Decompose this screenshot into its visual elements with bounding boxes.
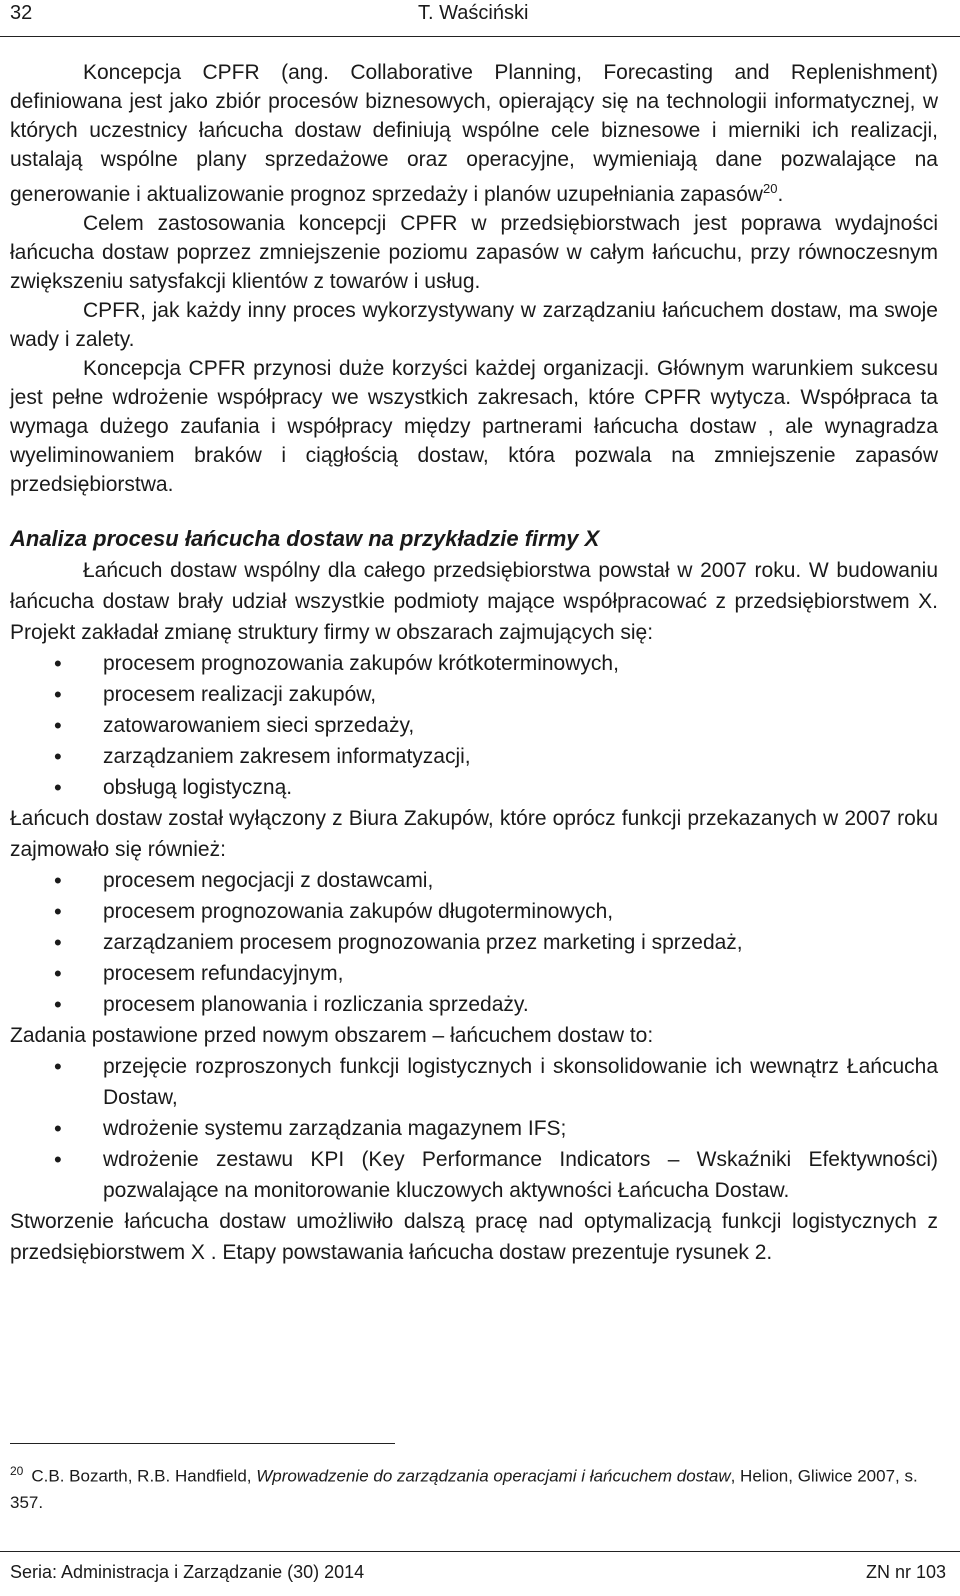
journal-series: Seria: Administracja i Zarządzanie (30) 2014 (10, 1562, 365, 1582)
footnote (10, 1458, 930, 1516)
page-number: 32 (10, 2, 33, 24)
section-heading: Analiza procesu łańcucha dostaw na przykładzie firmy X (10, 526, 600, 551)
bullet-list-areas (10, 648, 938, 803)
footnote-authors: C.B. Bozarth, R.B. Handfield, (31, 1466, 257, 1486)
list-item: • procesem realizacji zakupów, (10, 679, 938, 710)
intro-block (10, 58, 938, 499)
list-item: • procesem negocjacji z dostawcami, (10, 865, 938, 896)
footnote-title: Wprowadzenie do zarządzania operacjami i łańcuchem dostaw (256, 1466, 731, 1486)
paragraph-cpfr-definition: Koncepcja CPFR (ang. Collaborative Planning, Forecasting and Replenishment) definiowana jest jako zbiór procesów biznesowych, opierający się na technologii informatycznej, w których uczestnicy łańcucha dostaw definiują wspólne cele biznesowe i mierniki ich realizacji, ustalają wspólne plany sprzedażowe oraz operacyjne, wymieniają dane pozwalające na generowanie i aktualizowanie prognoz sprzedaży i planów uzupełniania zapasów$^{20}$. (10, 61, 938, 206)
list-item: • wdrożenie systemu zarządzania magazynem IFS; (10, 1113, 938, 1144)
list-item: • zarządzaniem zakresem informatyzacji, (10, 741, 938, 772)
main-content (10, 58, 938, 1268)
list-item: • procesem planowania i rozliczania sprzedaży. (10, 989, 938, 1020)
list-item: • procesem prognozowania zakupów długoterminowych, (10, 896, 938, 927)
list-item: • przejęcie rozproszonych funkcji logistycznych i skonsolidowanie ich wewnątrz Łańcucha Dostaw, (10, 1051, 938, 1113)
footnote-number: 20 (10, 1464, 24, 1478)
paragraph-cpfr-benefits: Koncepcja CPFR przynosi duże korzyści każdej organizacji. Głównym warunkiem sukcesu jest pełne wdrożenie współpracy we wszystkich zakresach, które CPFR wytycza. Współpraca ta wymaga dużego zaufania i współpracy między partnerami łańcucha dostaw , ale wynagradza wyeliminowaniem braków i ciągłością dostaw, która pozwala na zmniejszenie zapasów przedsiębiorstwa. (10, 357, 938, 496)
paragraph-cpfr-pros-cons: CPFR, jak każdy inny proces wykorzystywany w zarządzaniu łańcuchem dostaw, ma swoje wady i zalety. (10, 299, 938, 351)
footnote-separator (10, 1443, 395, 1444)
page-header (0, 0, 960, 37)
paragraph-conclusion: Stworzenie łańcucha dostaw umożliwiło dalszą pracę nad optymalizacją funkcji logistycznych z przedsiębiorstwem X . Etapy powstawania łańcucha dostaw prezentuje rysunek 2. (10, 1210, 938, 1264)
page-footer (0, 1551, 960, 1596)
paragraph-chain-origin: Łańcuch dostaw wspólny dla całego przedsiębiorstwa powstał w 2007 roku. W budowaniu łańcucha dostaw brały udział wszystkie podmioty mające współpracować z przedsiębiorstwem X. Projekt zakładał zmianę struktury firmy w obszarach zajmujących się: (10, 559, 938, 644)
list-item: • zatowarowaniem sieci sprzedaży, (10, 710, 938, 741)
footnote-publication: , Helion, Gliwice 2007, s. 357. (10, 1466, 918, 1512)
bullet-list-tasks (10, 1051, 938, 1206)
issue-number: ZN nr 103 (865, 1562, 946, 1582)
bullet-list-functions (10, 865, 938, 1020)
paragraph-tasks-intro: Zadania postawione przed nowym obszarem – łańcuchem dostaw to: (10, 1024, 654, 1047)
list-item: • zarządzaniem procesem prognozowania przez marketing i sprzedaż, (10, 927, 938, 958)
list-item: • wdrożenie zestawu KPI (Key Performance Indicators – Wskaźniki Efektywności) pozwalające na monitorowanie kluczowych aktywności Łańcucha Dostaw. (10, 1144, 938, 1206)
paragraph-cpfr-goal: Celem zastosowania koncepcji CPFR w przedsiębiorstwach jest poprawa wydajności łańcucha dostaw poprzez zmniejszenie poziomu zapasów w całym łańcuchu, przy równoczesnym zwiększeniu satysfakcji klientów z towarów i usług. (10, 212, 938, 293)
list-item: • procesem refundacyjnym, (10, 958, 938, 989)
running-head-author: T. Waściński (418, 2, 529, 24)
list-item: • obsługą logistyczną. (10, 772, 938, 803)
list-item: • procesem prognozowania zakupów krótkoterminowych, (10, 648, 938, 679)
paragraph-purchasing-office: Łańcuch dostaw został wyłączony z Biura Zakupów, które oprócz funkcji przekazanych w 2007 roku zajmowało się również: (10, 807, 938, 861)
footnote-reference[interactable]: 20 (762, 181, 778, 196)
